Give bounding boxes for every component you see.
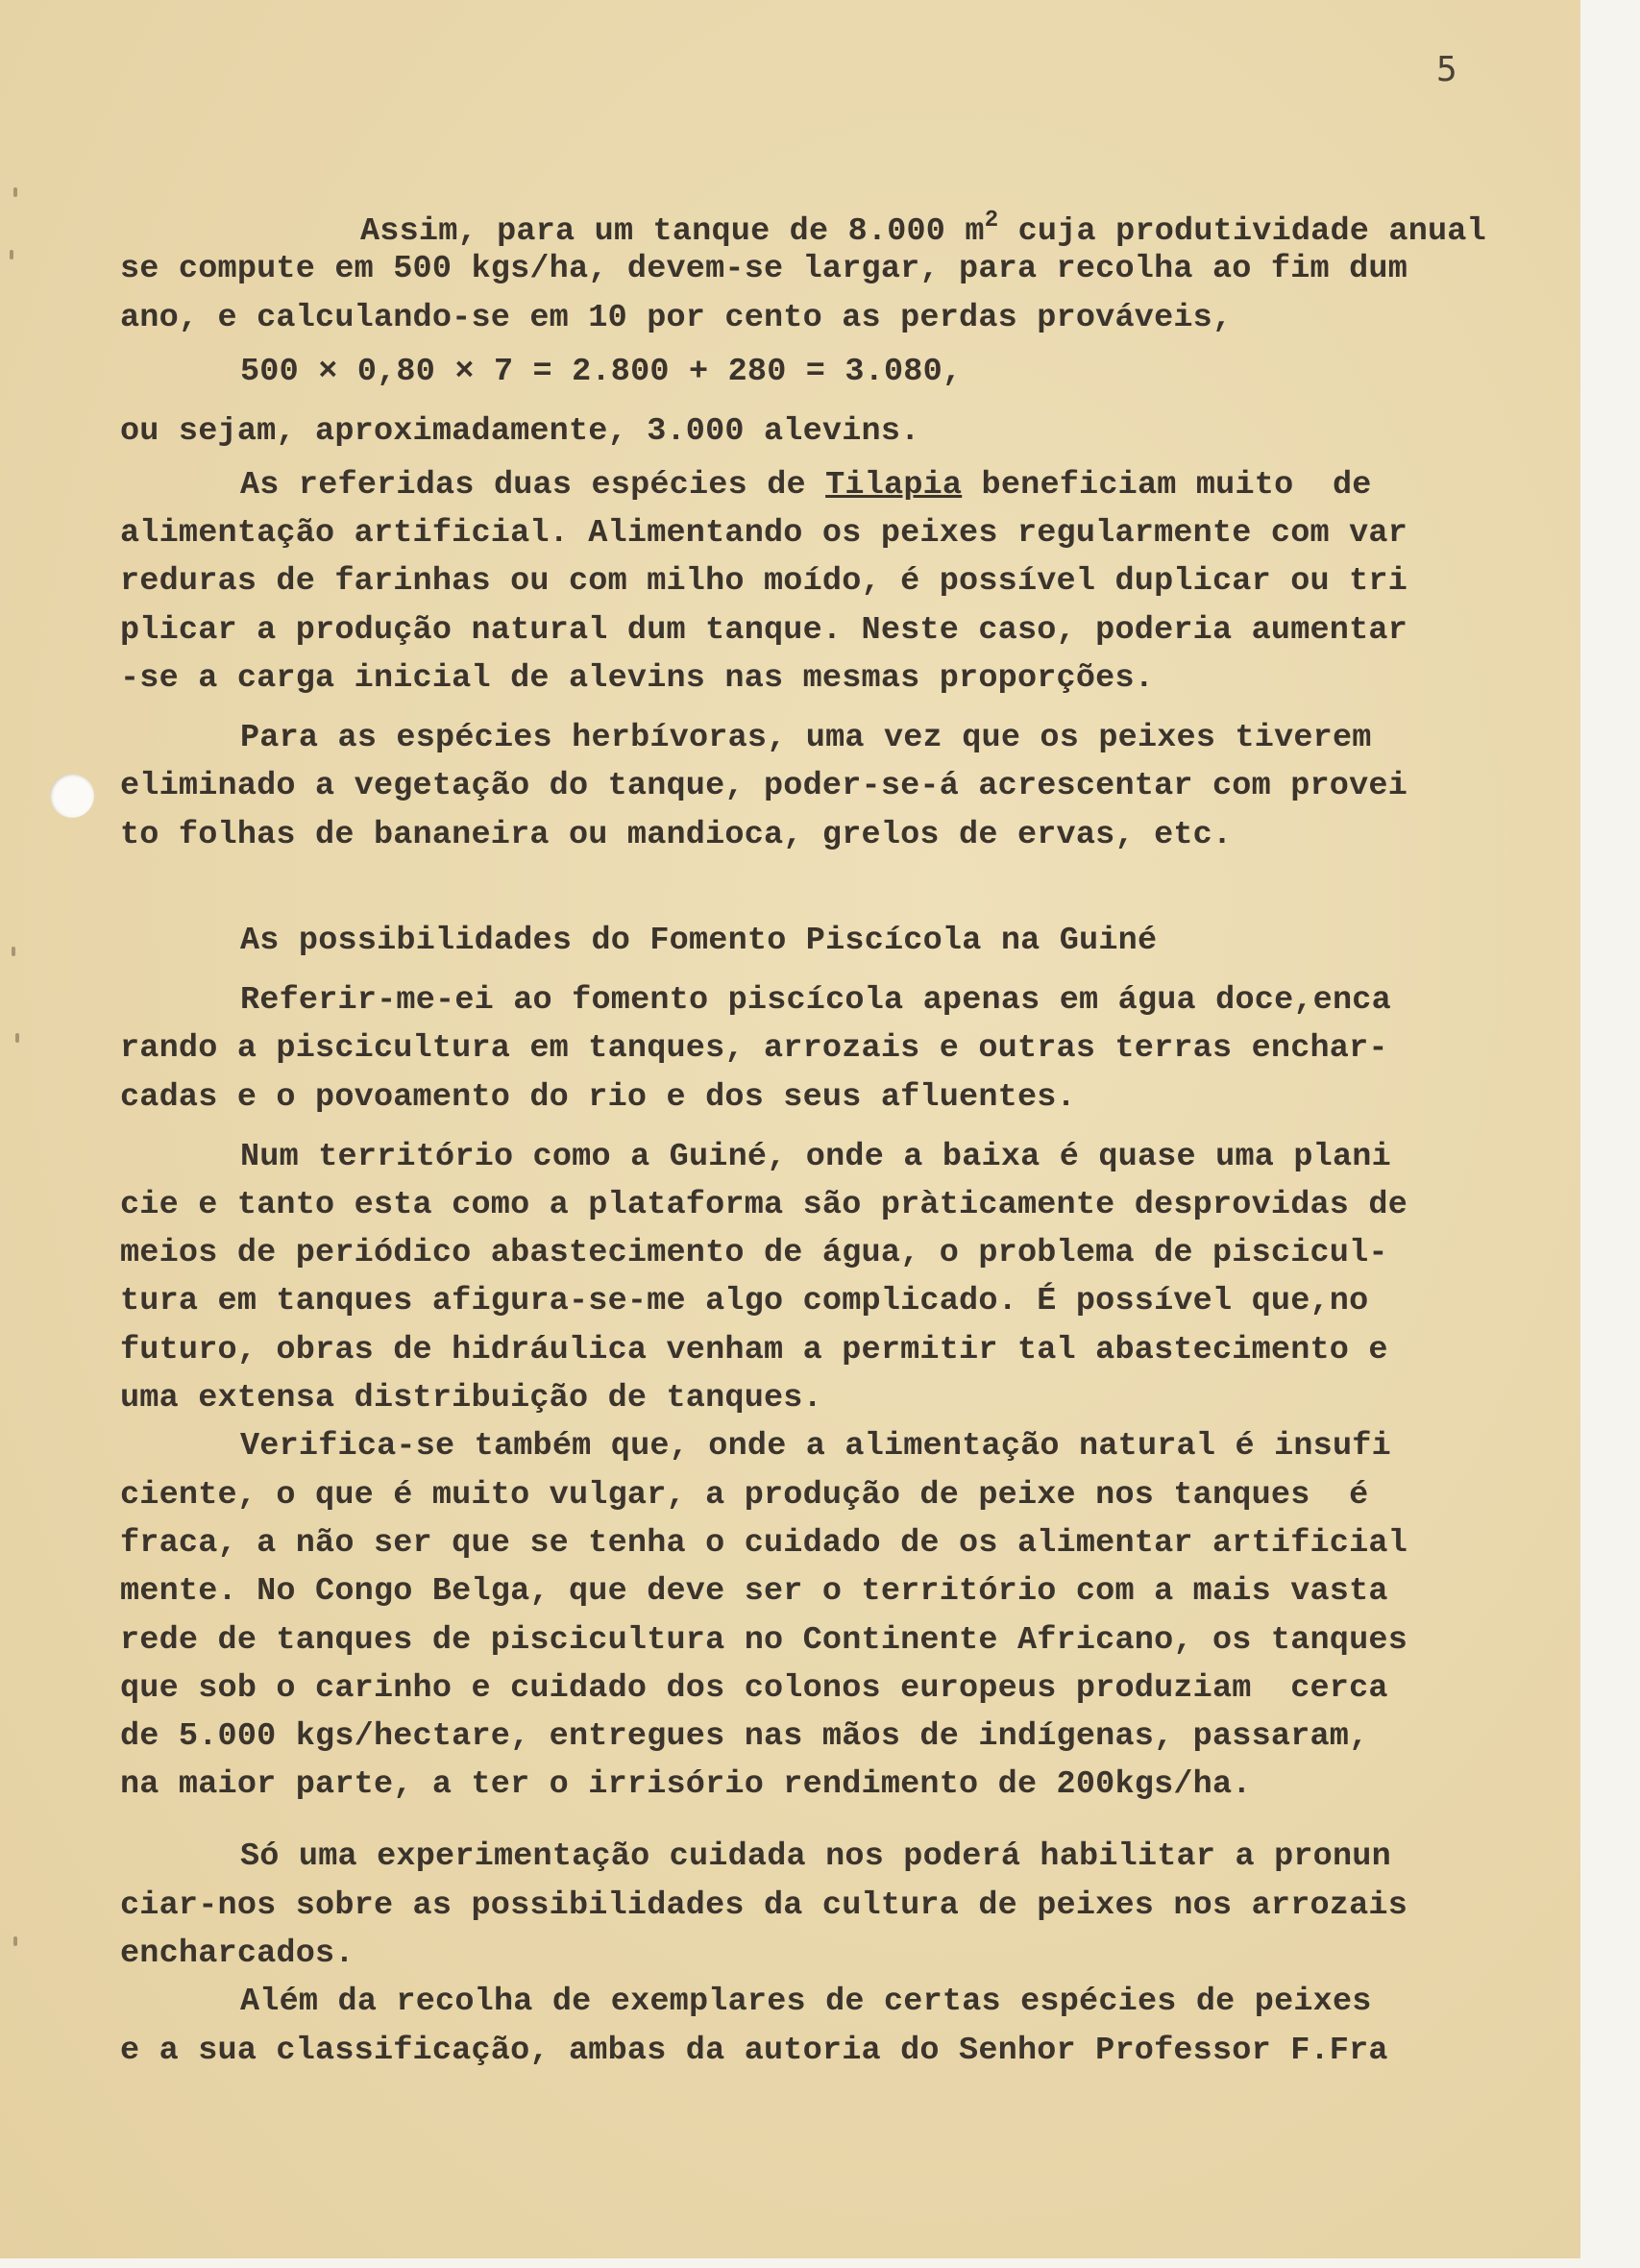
text-line: Assim, para um tanque de 8.000 $m^2$ cuja produtividade anual xyxy=(360,208,1486,250)
text-line: futuro, obras de hidráulica venham a permitir tal abastecimento e xyxy=(120,1331,1388,1368)
text-line: ou sejam, aproximadamente, 3.000 alevins. xyxy=(120,412,920,450)
text-line: alimentação artificial. Alimentando os peixes regularmente com var xyxy=(120,515,1408,553)
formula-line: 500 × 0,80 × 7 = 2.800 + 280 = 3.080, xyxy=(240,353,963,390)
text-line: rando a piscicultura em tanques, arrozais e outras terras enchar- xyxy=(120,1030,1388,1068)
text-line: e a sua classificação, ambas da autoria do Senhor Professor F.Fra xyxy=(120,2032,1388,2069)
text-line: Além da recolha de exemplares de certas espécies de peixes xyxy=(240,1984,1372,2021)
section-heading: As possibilidades do Fomento Piscícola na Guiné xyxy=(240,922,1158,959)
text-line: Num território como a Guiné, onde a baixa é quase uma plani xyxy=(240,1138,1391,1175)
text-line: -se a carga inicial de alevins nas mesmas proporções. xyxy=(120,660,1155,698)
text-line: que sob o carinho e cuidado dos colonos europeus produziam cerca xyxy=(120,1669,1388,1707)
paper-speck xyxy=(15,1033,19,1043)
text-line: Só uma experimentação cuidada nos poderá habilitar a pronun xyxy=(240,1838,1391,1876)
paper-speck xyxy=(13,187,17,197)
text-line: reduras de farinhas ou com milho moído, é possível duplicar ou tri xyxy=(120,563,1408,601)
text-line: mente. No Congo Belga, que deve ser o território com a mais vasta xyxy=(120,1573,1388,1611)
paper-speck xyxy=(10,250,13,259)
text-line: plicar a produção natural dum tanque. Neste caso, poderia aumentar xyxy=(120,611,1408,649)
text-line: cadas e o povoamento do rio e dos seus afluentes. xyxy=(120,1078,1076,1116)
text-line: As referidas duas espécies de Tilapia beneficiam muito de xyxy=(240,466,1372,504)
paper-speck xyxy=(13,1936,17,1946)
text-line: uma extensa distribuição de tanques. xyxy=(120,1380,822,1418)
scan-margin-bottom xyxy=(0,2258,1580,2268)
text-line: to folhas de bananeira ou mandioca, grelos de ervas, etc. xyxy=(120,816,1233,853)
text-line: Referir-me-ei ao fomento piscícola apenas em água doce,enca xyxy=(240,981,1391,1019)
text-line: meios de periódico abastecimento de água, o problema de piscicul- xyxy=(120,1235,1388,1272)
text-line: ciar-nos sobre as possibilidades da cultura de peixes nos arrozais xyxy=(120,1886,1408,1924)
document-body xyxy=(120,197,1528,2075)
text-line: ano, e calculando-se em 10 por cento as perdas prováveis, xyxy=(120,299,1233,336)
text-line: de 5.000 kgs/hectare, entregues nas mãos de indígenas, passaram, xyxy=(120,1718,1369,1756)
text-line: rede de tanques de piscicultura no Continente Africano, os tanques xyxy=(120,1621,1408,1659)
page-number: 5 xyxy=(1436,50,1457,89)
text-line: ciente, o que é muito vulgar, a produção de peixe nos tanques é xyxy=(120,1476,1369,1514)
punch-hole xyxy=(50,774,94,818)
text-line: Para as espécies herbívoras, uma vez que os peixes tiverem xyxy=(240,720,1372,757)
scan-margin-right xyxy=(1580,0,1640,2268)
text-line: eliminado a vegetação do tanque, poder-se-á acrescentar com provei xyxy=(120,768,1408,805)
text-line: Verifica-se também que, onde a alimentação natural é insufi xyxy=(240,1428,1391,1466)
paper-speck xyxy=(12,947,15,956)
text-line: tura em tanques afigura-se-me algo complicado. É possível que,no xyxy=(120,1283,1369,1320)
text-line: fraca, a não ser que se tenha o cuidado de os alimentar artificial xyxy=(120,1524,1408,1562)
species-name: Tilapia xyxy=(825,466,963,504)
text-line: encharcados. xyxy=(120,1935,355,1973)
text-line: se compute em 500 kgs/ha, devem-se largar, para recolha ao fim dum xyxy=(120,251,1408,288)
text-line: na maior parte, a ter o irrisório rendimento de 200kgs/ha. xyxy=(120,1766,1252,1804)
text-line: cie e tanto esta como a plataforma são pràticamente desprovidas de xyxy=(120,1186,1408,1223)
